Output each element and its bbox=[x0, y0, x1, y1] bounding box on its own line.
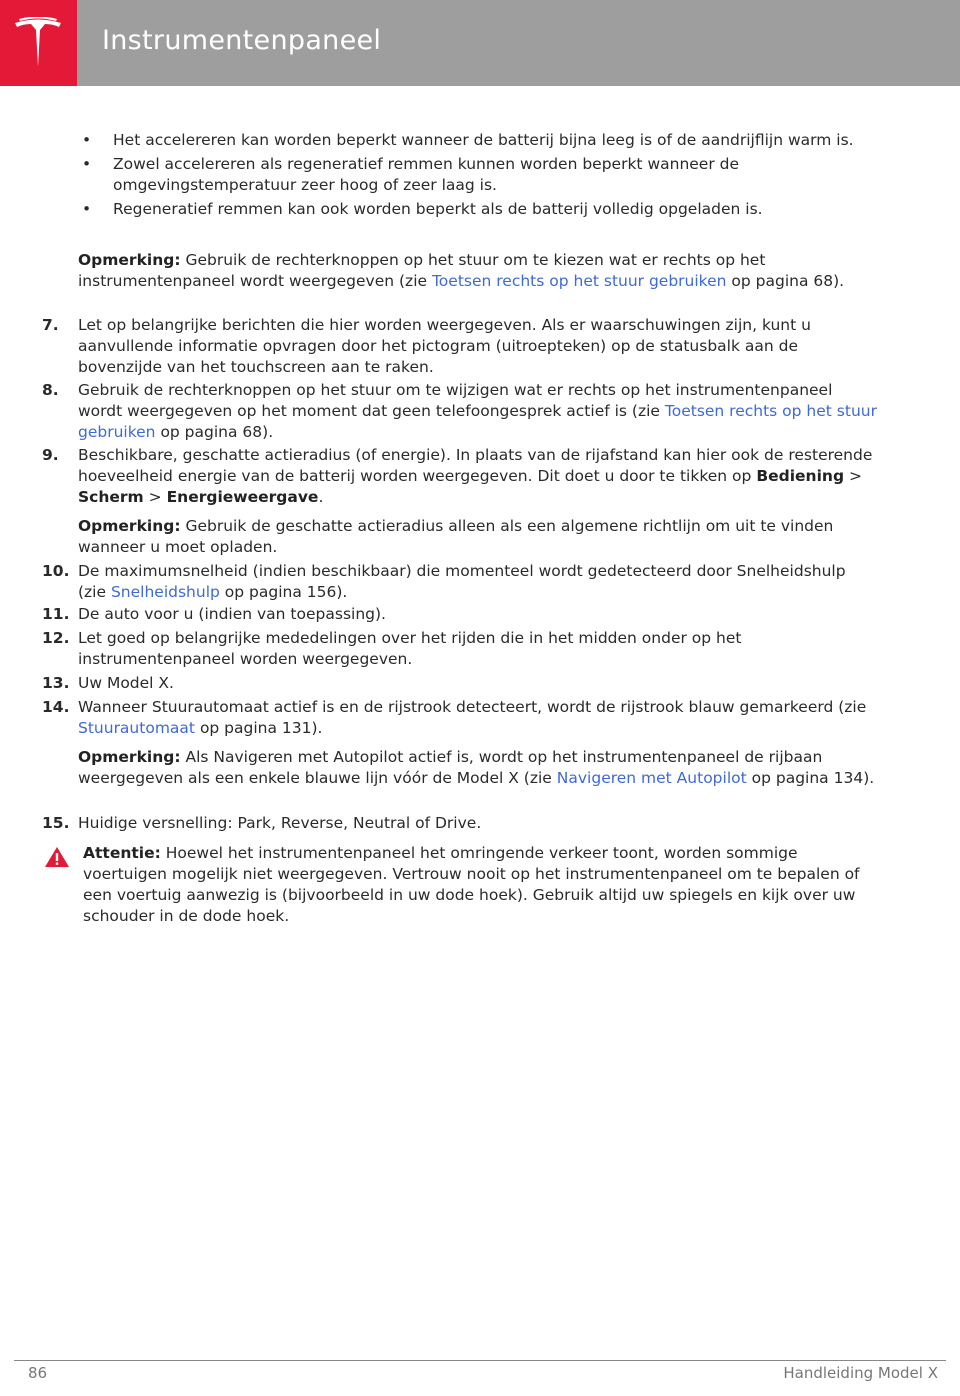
warning-triangle-icon bbox=[44, 846, 70, 868]
tesla-logo-icon bbox=[13, 17, 63, 69]
document-title: Handleiding Model X bbox=[783, 1364, 938, 1382]
note-paragraph: Opmerking: Gebruik de rechterknoppen op het stuur om te kiezen wat er rechts op het instrumentenpaneel wordt weergegeven (zie Toetsen rechts op het stuur gebruiken op pagina 68). bbox=[78, 251, 845, 290]
page-header bbox=[0, 0, 960, 86]
note-paragraph: Opmerking: Gebruik de geschatte actieradius alleen als een algemene richtlijn om uit te vinden wanneer u moet opladen. bbox=[78, 517, 834, 556]
page-title: Instrumentenpaneel bbox=[102, 25, 382, 56]
link-autosteer[interactable]: Stuurautomaat bbox=[78, 719, 195, 737]
list-item: • Regeneratief remmen kan ook worden beperkt als de batterij volledig opgeladen is. bbox=[82, 200, 763, 218]
list-item: • Het accelereren kan worden beperkt wanneer de batterij bijna leeg is of de aandrijflijn warm is. bbox=[82, 131, 854, 149]
link-speed-assist[interactable]: Snelheidshulp bbox=[110, 583, 220, 601]
list-item: • Zowel accelereren als regeneratief remmen kunnen worden beperkt wanneer de omgevingstemperatuur zeer hoog of zeer laag is. bbox=[82, 155, 740, 194]
footer-divider bbox=[14, 1360, 946, 1361]
link-navigate-autopilot[interactable]: Navigeren met Autopilot bbox=[556, 769, 747, 787]
note-paragraph: Opmerking: Als Navigeren met Autopilot actief is, wordt op het instrumentenpaneel de rijbaan weergegeven als een enkele blauwe lijn vóór de Model X (zie Navigeren met Autopilot op pagina 134). bbox=[78, 748, 875, 787]
link-steering-buttons[interactable]: Toetsen rechts op het stuur gebruiken bbox=[431, 272, 727, 290]
tesla-logo bbox=[0, 0, 77, 86]
bullet-list bbox=[78, 130, 878, 223]
page-number: 86 bbox=[28, 1364, 48, 1382]
link-steering-buttons[interactable]: Toetsen rechts op het stuur gebruiken bbox=[78, 402, 877, 441]
